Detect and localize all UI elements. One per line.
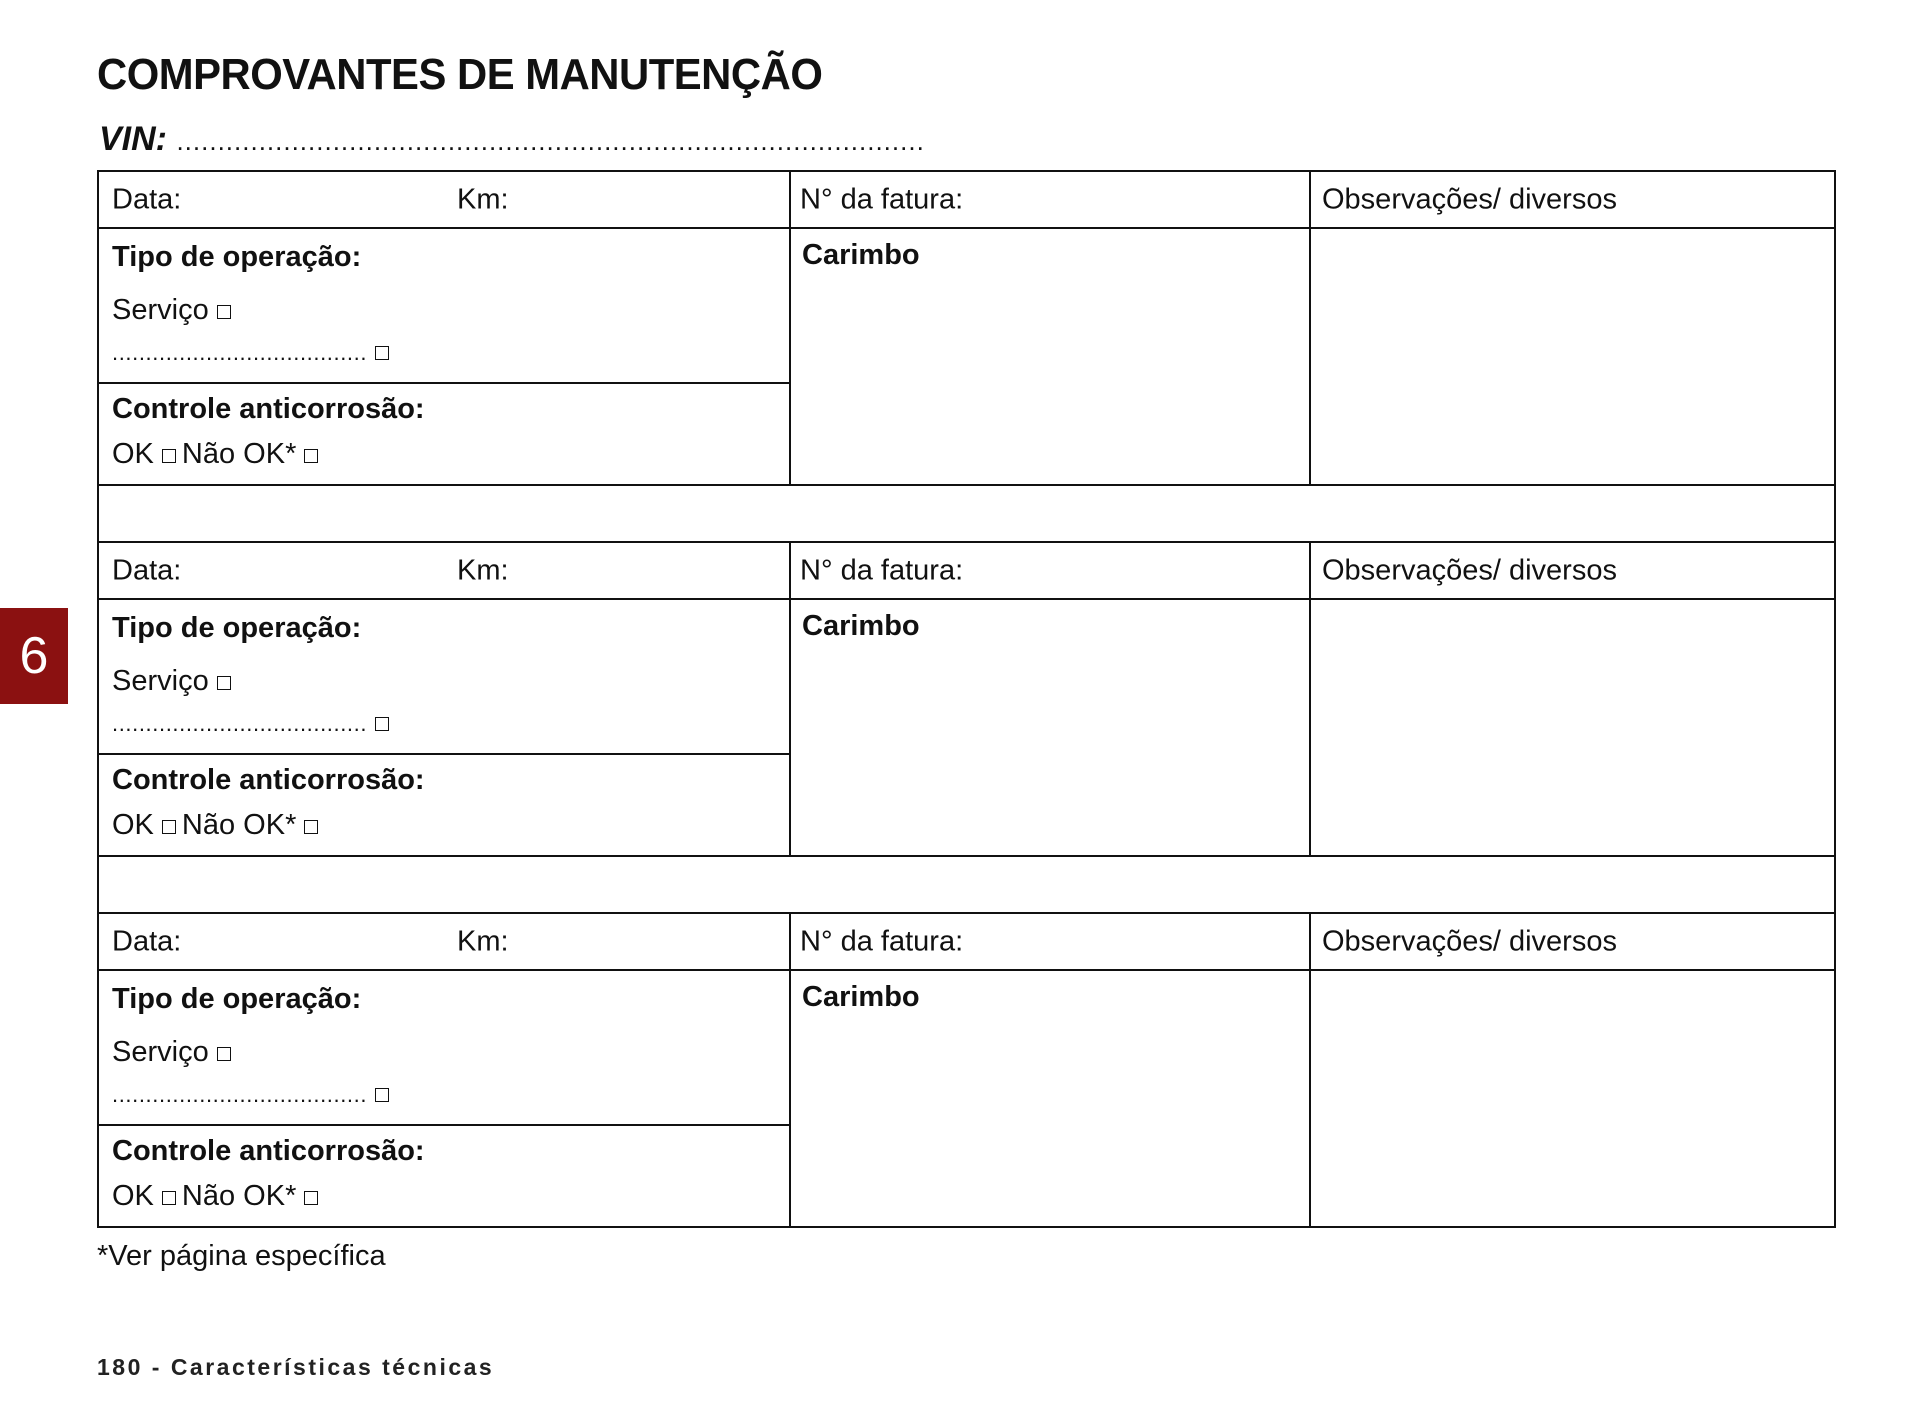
- other-option: [112, 706, 395, 739]
- km-label: Km:: [457, 183, 509, 215]
- stamp-label: Carimbo: [802, 981, 920, 1013]
- notes-label: Observações/ diversos: [1322, 183, 1617, 215]
- operation-type-title: Tipo de operação:: [112, 241, 362, 273]
- anticorrosion-title: Controle anticorrosão:: [112, 1135, 425, 1167]
- operation-type-cell: [98, 599, 790, 754]
- anticorrosion-options: [112, 809, 324, 842]
- invoice-cell: [790, 171, 1310, 228]
- stamp-cell: [790, 228, 1310, 485]
- service-checkbox[interactable]: [217, 1047, 231, 1061]
- date-km-cell: [98, 913, 790, 970]
- invoice-label: N° da fatura:: [800, 554, 964, 586]
- anticorrosion-cell: [98, 1125, 790, 1227]
- record-header-row: [98, 171, 1835, 228]
- anticorrosion-cell: [98, 383, 790, 485]
- anticorrosion-title: Controle anticorrosão:: [112, 393, 425, 425]
- service-option: [112, 1036, 237, 1069]
- notes-header-cell: [1310, 171, 1835, 228]
- not-ok-checkbox[interactable]: [304, 820, 318, 834]
- invoice-cell: [790, 913, 1310, 970]
- anticorrosion-title: Controle anticorrosão:: [112, 764, 425, 796]
- service-label: Serviço: [112, 294, 209, 326]
- other-checkbox[interactable]: [375, 346, 389, 360]
- anticorrosion-cell: [98, 754, 790, 856]
- record-header-row: [98, 913, 1835, 970]
- operation-type-title: Tipo de operação:: [112, 983, 362, 1015]
- other-option: [112, 335, 395, 368]
- chapter-tab: 6: [0, 608, 68, 704]
- operation-row: [98, 970, 1835, 1125]
- record-header-row: [98, 542, 1835, 599]
- operation-type-cell: [98, 228, 790, 383]
- vin-label: VIN:: [99, 120, 167, 158]
- operation-row: [98, 599, 1835, 754]
- invoice-label: N° da fatura:: [800, 925, 964, 957]
- notes-area[interactable]: [1310, 228, 1835, 485]
- other-dotted-line: ......................................: [112, 340, 368, 365]
- notes-header-cell: [1310, 542, 1835, 599]
- not-ok-label: Não OK*: [181, 1180, 297, 1212]
- km-label: Km:: [457, 554, 509, 586]
- service-checkbox[interactable]: [217, 305, 231, 319]
- service-option: [112, 665, 237, 698]
- stamp-cell: [790, 970, 1310, 1227]
- ok-checkbox[interactable]: [162, 449, 176, 463]
- service-label: Serviço: [112, 665, 209, 697]
- ok-label: OK: [112, 809, 154, 841]
- vin-dotted-line: ...........................................................................................: [176, 126, 925, 156]
- footnote: *Ver página específica: [97, 1240, 386, 1272]
- date-label: Data:: [112, 183, 182, 215]
- other-dotted-line: ......................................: [112, 1082, 368, 1107]
- operation-row: [98, 228, 1835, 383]
- date-label: Data:: [112, 925, 182, 957]
- stamp-label: Carimbo: [802, 239, 920, 271]
- separator-row: [98, 485, 1835, 542]
- service-checkbox[interactable]: [217, 676, 231, 690]
- not-ok-checkbox[interactable]: [304, 1191, 318, 1205]
- stamp-label: Carimbo: [802, 610, 920, 642]
- stamp-cell: [790, 599, 1310, 856]
- date-km-cell: [98, 542, 790, 599]
- page-footer: 180 - Características técnicas: [97, 1354, 495, 1380]
- service-option: [112, 294, 237, 327]
- invoice-cell: [790, 542, 1310, 599]
- ok-label: OK: [112, 438, 154, 470]
- km-label: Km:: [457, 925, 509, 957]
- ok-checkbox[interactable]: [162, 1191, 176, 1205]
- service-label: Serviço: [112, 1036, 209, 1068]
- operation-type-cell: [98, 970, 790, 1125]
- page-title: COMPROVANTES DE MANUTENÇÃO: [97, 50, 823, 99]
- separator-cell: [98, 485, 1835, 542]
- notes-area[interactable]: [1310, 599, 1835, 856]
- maintenance-record-table: [97, 170, 1836, 1228]
- anticorrosion-options: [112, 438, 324, 471]
- separator-cell: [98, 856, 1835, 913]
- ok-label: OK: [112, 1180, 154, 1212]
- date-km-cell: [98, 171, 790, 228]
- date-label: Data:: [112, 554, 182, 586]
- other-dotted-line: ......................................: [112, 711, 368, 736]
- not-ok-label: Não OK*: [181, 438, 297, 470]
- notes-label: Observações/ diversos: [1322, 925, 1617, 957]
- notes-label: Observações/ diversos: [1322, 554, 1617, 586]
- anticorrosion-options: [112, 1180, 324, 1213]
- other-checkbox[interactable]: [375, 717, 389, 731]
- not-ok-checkbox[interactable]: [304, 449, 318, 463]
- notes-area[interactable]: [1310, 970, 1835, 1227]
- ok-checkbox[interactable]: [162, 820, 176, 834]
- operation-type-title: Tipo de operação:: [112, 612, 362, 644]
- notes-header-cell: [1310, 913, 1835, 970]
- other-checkbox[interactable]: [375, 1088, 389, 1102]
- invoice-label: N° da fatura:: [800, 183, 964, 215]
- separator-row: [98, 856, 1835, 913]
- not-ok-label: Não OK*: [181, 809, 297, 841]
- vin-field: [99, 120, 925, 159]
- other-option: [112, 1077, 395, 1110]
